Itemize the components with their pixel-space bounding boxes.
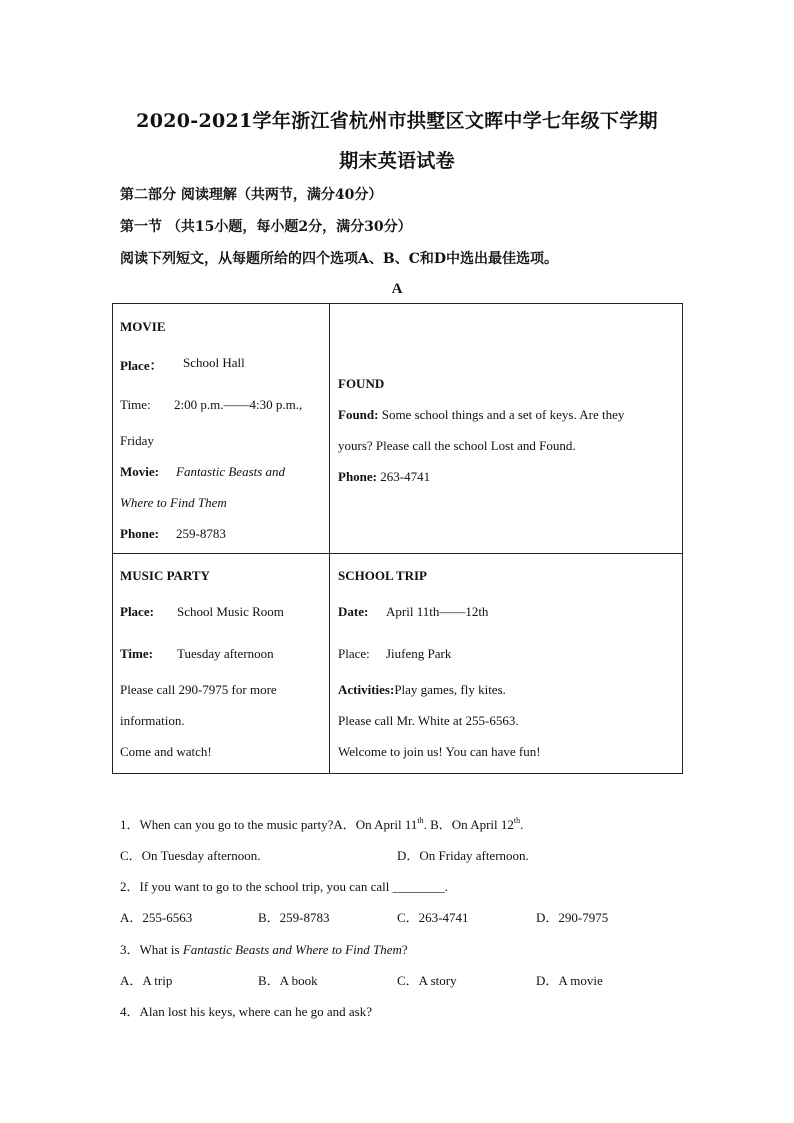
exam-title-line2: 期末英语试卷 bbox=[339, 150, 455, 172]
music-info-line2: information. bbox=[120, 713, 185, 728]
question-1-option-c: C．On Tuesday afternoon. bbox=[120, 848, 261, 863]
question-3-option-c: C．A story bbox=[397, 973, 457, 988]
movie-title-value-line2: Where to Find Them bbox=[120, 495, 227, 510]
trip-place-label: Place: bbox=[338, 646, 370, 661]
question-2-option-a: A．255-6563 bbox=[120, 910, 193, 925]
trip-activities-label: Activities: bbox=[338, 682, 395, 697]
found-notice bbox=[330, 304, 683, 554]
question-3-option-a: A．A trip bbox=[120, 973, 173, 988]
found-text-line2: yours? Please call the school Lost and Found. bbox=[338, 438, 576, 453]
music-info-line3: Come and watch! bbox=[120, 744, 212, 759]
trip-activities-value: Play games, fly kites. bbox=[394, 682, 506, 697]
question-1-stem: 1．When can you go to the music party? bbox=[120, 817, 334, 832]
question-3-italic-title: Fantastic Beasts and Where to Find Them bbox=[182, 942, 402, 957]
found-text-1: Some school things and a set of keys. Are they bbox=[381, 407, 625, 422]
school-trip-heading: SCHOOL TRIP bbox=[338, 568, 427, 583]
school-trip-notice bbox=[330, 554, 683, 774]
trip-date-value: April 11th——12th bbox=[386, 604, 489, 619]
found-phone-value: 263-4741 bbox=[380, 469, 431, 484]
question-2-option-c: C．263-4741 bbox=[397, 910, 469, 925]
question-2-stem: 2．If you want to go to the school trip, you can call ________. bbox=[120, 879, 448, 894]
movie-notice bbox=[113, 304, 330, 554]
passage-label: A bbox=[391, 281, 403, 297]
question-4-stem: 4．Alan lost his keys, where can he go and ask? bbox=[120, 1004, 372, 1019]
movie-title-value-line1: Fantastic Beasts and bbox=[176, 464, 286, 479]
movie-place-value: School Hall bbox=[183, 355, 245, 370]
question-3-option-d: D．A movie bbox=[536, 973, 603, 988]
movie-time-label: Time: bbox=[120, 397, 151, 412]
reading-instruction: 阅读下列短文，从每题所给的四个选项A、B、C和D中选出最佳选项。 bbox=[120, 251, 558, 267]
movie-time-day: Friday bbox=[120, 433, 154, 448]
question-1-option-b: B．On April 12th. bbox=[430, 816, 524, 832]
music-place-label: Place: bbox=[120, 604, 154, 619]
found-phone-line bbox=[338, 469, 430, 485]
question-1-option-a: A．On April 11th. bbox=[333, 816, 427, 832]
found-heading: FOUND bbox=[338, 376, 385, 391]
movie-heading: MOVIE bbox=[120, 319, 166, 334]
trip-welcome-text: Welcome to join us! You can have fun! bbox=[338, 744, 541, 759]
notice-board-table bbox=[112, 303, 683, 774]
found-label: Found: bbox=[338, 407, 379, 422]
music-time-value: Tuesday afternoon bbox=[177, 646, 274, 661]
question-3-stem: 3．What is Fantastic Beasts and Where to Find Them? bbox=[120, 942, 408, 957]
question-2-option-d: D．290-7975 bbox=[536, 910, 609, 925]
trip-date-label: Date: bbox=[338, 604, 369, 619]
movie-phone-value: 259-8783 bbox=[176, 526, 226, 541]
question-1-line bbox=[120, 814, 523, 833]
music-time-label: Time: bbox=[120, 646, 153, 661]
trip-call-text: Please call Mr. White at 255-6563. bbox=[338, 713, 519, 728]
section-one-heading: 第一节 （共15小题，每小题2分，满分30分） bbox=[120, 219, 412, 235]
found-text-line1 bbox=[338, 407, 624, 423]
music-place-value: School Music Room bbox=[177, 604, 284, 619]
movie-place-label: Place： bbox=[120, 358, 163, 373]
question-3-option-b: B．A book bbox=[258, 973, 318, 988]
trip-place-value: Jiufeng Park bbox=[386, 646, 452, 661]
question-1-option-d: D．On Friday afternoon. bbox=[397, 848, 529, 863]
question-2-option-b: B．259-8783 bbox=[258, 910, 330, 925]
music-party-notice bbox=[113, 554, 330, 774]
movie-time-value: 2:00 p.m.——4:30 p.m., bbox=[174, 397, 303, 412]
exam-title-line1: 2020-2021学年浙江省杭州市拱墅区文晖中学七年级下学期 bbox=[136, 110, 658, 132]
section-part-heading: 第二部分 阅读理解（共两节，满分40分） bbox=[120, 187, 383, 203]
movie-phone-label: Phone: bbox=[120, 526, 159, 541]
music-party-heading: MUSIC PARTY bbox=[120, 568, 210, 583]
found-phone-label: Phone: bbox=[338, 469, 377, 484]
music-info-line1: Please call 290-7975 for more bbox=[120, 682, 277, 697]
movie-title-label: Movie: bbox=[120, 464, 159, 479]
trip-activities-line bbox=[338, 682, 506, 698]
